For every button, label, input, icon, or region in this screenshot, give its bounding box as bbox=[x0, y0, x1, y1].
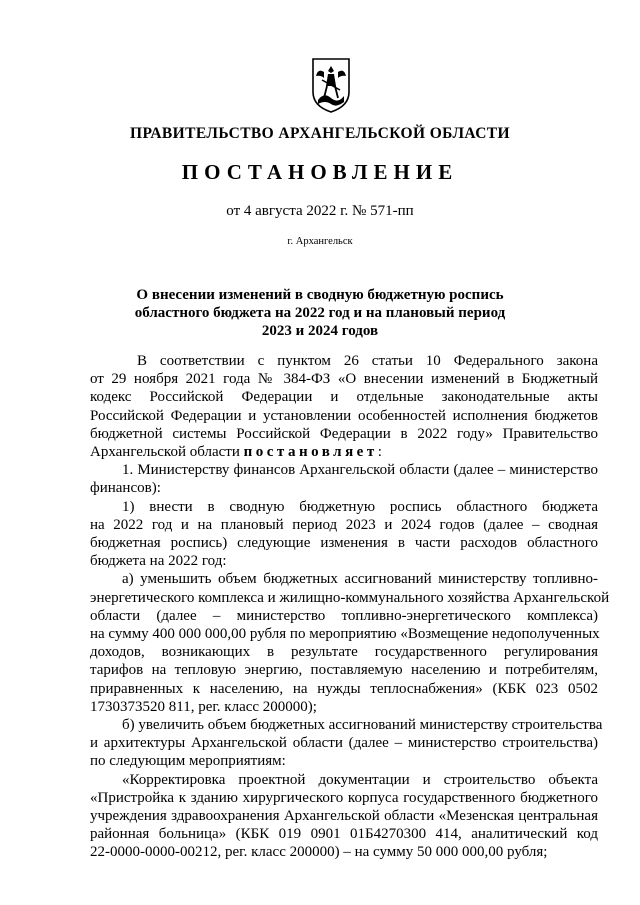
city: г. Архангельск bbox=[287, 236, 353, 247]
text-line: 22-0000-0000-00212, рег. класс 200000) – на сумму 50 000 000,00 рубля; bbox=[90, 844, 548, 861]
text-line: по следующим мероприятиям: bbox=[90, 753, 286, 770]
text-fragment: Архангельской области bbox=[90, 444, 244, 461]
text-line: бюджетная роспись) следующие изменения в части расходов областного bbox=[90, 535, 598, 552]
text-line: и архитектуры Архангельской области (далее – министерство строительства) bbox=[90, 735, 598, 752]
text-line: на сумму 400 000 000,00 рубля по мероприятию «Возмещение недополученных bbox=[90, 626, 600, 643]
text-line: тарифов на тепловую энергию, поставляемую населению и потребителям, bbox=[90, 662, 598, 679]
document-type: ПОСТАНОВЛЕНИЕ bbox=[181, 160, 459, 184]
decree-keyword: постановляет bbox=[243, 444, 378, 461]
text-line: на 2022 год и на плановый период 2023 и 2024 годов (далее – сводная bbox=[90, 516, 598, 533]
text-line: 1) внести в сводную бюджетную роспись областного бюджета bbox=[122, 498, 598, 515]
text-line: доходов, возникающих в результате государственного регулирования bbox=[90, 644, 598, 661]
text-line: бюджетной системы Российской Федерации в 2022 году» Правительство bbox=[90, 425, 598, 442]
text-line: б) увеличить объем бюджетных ассигнований министерству строительства bbox=[122, 717, 603, 734]
title-line: областного бюджета на 2022 год и на плановый период bbox=[134, 305, 506, 321]
text-line bbox=[90, 443, 598, 461]
text-line: энергетического комплекса и жилищно-коммунального хозяйства Архангельской bbox=[90, 589, 610, 606]
text-line: области (далее – министерство топливно-энергетического комплекса) bbox=[90, 607, 598, 624]
text-line: районная больница» (КБК 019 0901 01Б4270300 414, аналитический код bbox=[90, 826, 598, 843]
title-line: 2023 и 2024 годов bbox=[261, 323, 379, 339]
text-line: кодекс Российской Федерации и отдельные законодательные акты bbox=[90, 389, 598, 406]
text-line: «Корректировка проектной документации и строительство объекта bbox=[122, 771, 598, 788]
text-line: 1730373520 811, рег. класс 200000); bbox=[90, 698, 317, 715]
date-and-number: от 4 августа 2022 г. № 571-пп bbox=[226, 203, 414, 219]
title-line: О внесении изменений в сводную бюджетную роспись bbox=[136, 287, 504, 303]
text-line: приравненных к населению, на нужды теплоснабжения» (КБК 023 0502 bbox=[90, 680, 598, 697]
coat-of-arms-icon bbox=[310, 56, 352, 114]
text-line: Российской Федерации и установлении особенностей исполнения бюджетов bbox=[90, 407, 598, 424]
document-title bbox=[100, 286, 540, 340]
document-body bbox=[90, 352, 610, 862]
text-line: а) уменьшить объем бюджетных ассигнований министерству топливно- bbox=[122, 571, 598, 588]
text-line: «Пристройка к зданию хирургического корпуса государственного бюджетного bbox=[90, 789, 598, 806]
text-line: учреждения здравоохранения Архангельской области «Мезенская центральная bbox=[90, 808, 598, 825]
text-line: 1. Министерству финансов Архангельской области (далее – министерство bbox=[122, 462, 598, 479]
government-name: ПРАВИТЕЛЬСТВО АРХАНГЕЛЬСКОЙ ОБЛАСТИ bbox=[129, 125, 510, 142]
text-line: финансов): bbox=[90, 480, 161, 497]
text-line: бюджета на 2022 год: bbox=[90, 553, 227, 570]
text-fragment: : bbox=[377, 444, 382, 461]
text-line: от 29 ноября 2021 года № 384-ФЗ «О внесении изменений в Бюджетный bbox=[90, 371, 598, 388]
text-line: В соответствии с пунктом 26 статьи 10 Федерального закона bbox=[137, 353, 598, 369]
